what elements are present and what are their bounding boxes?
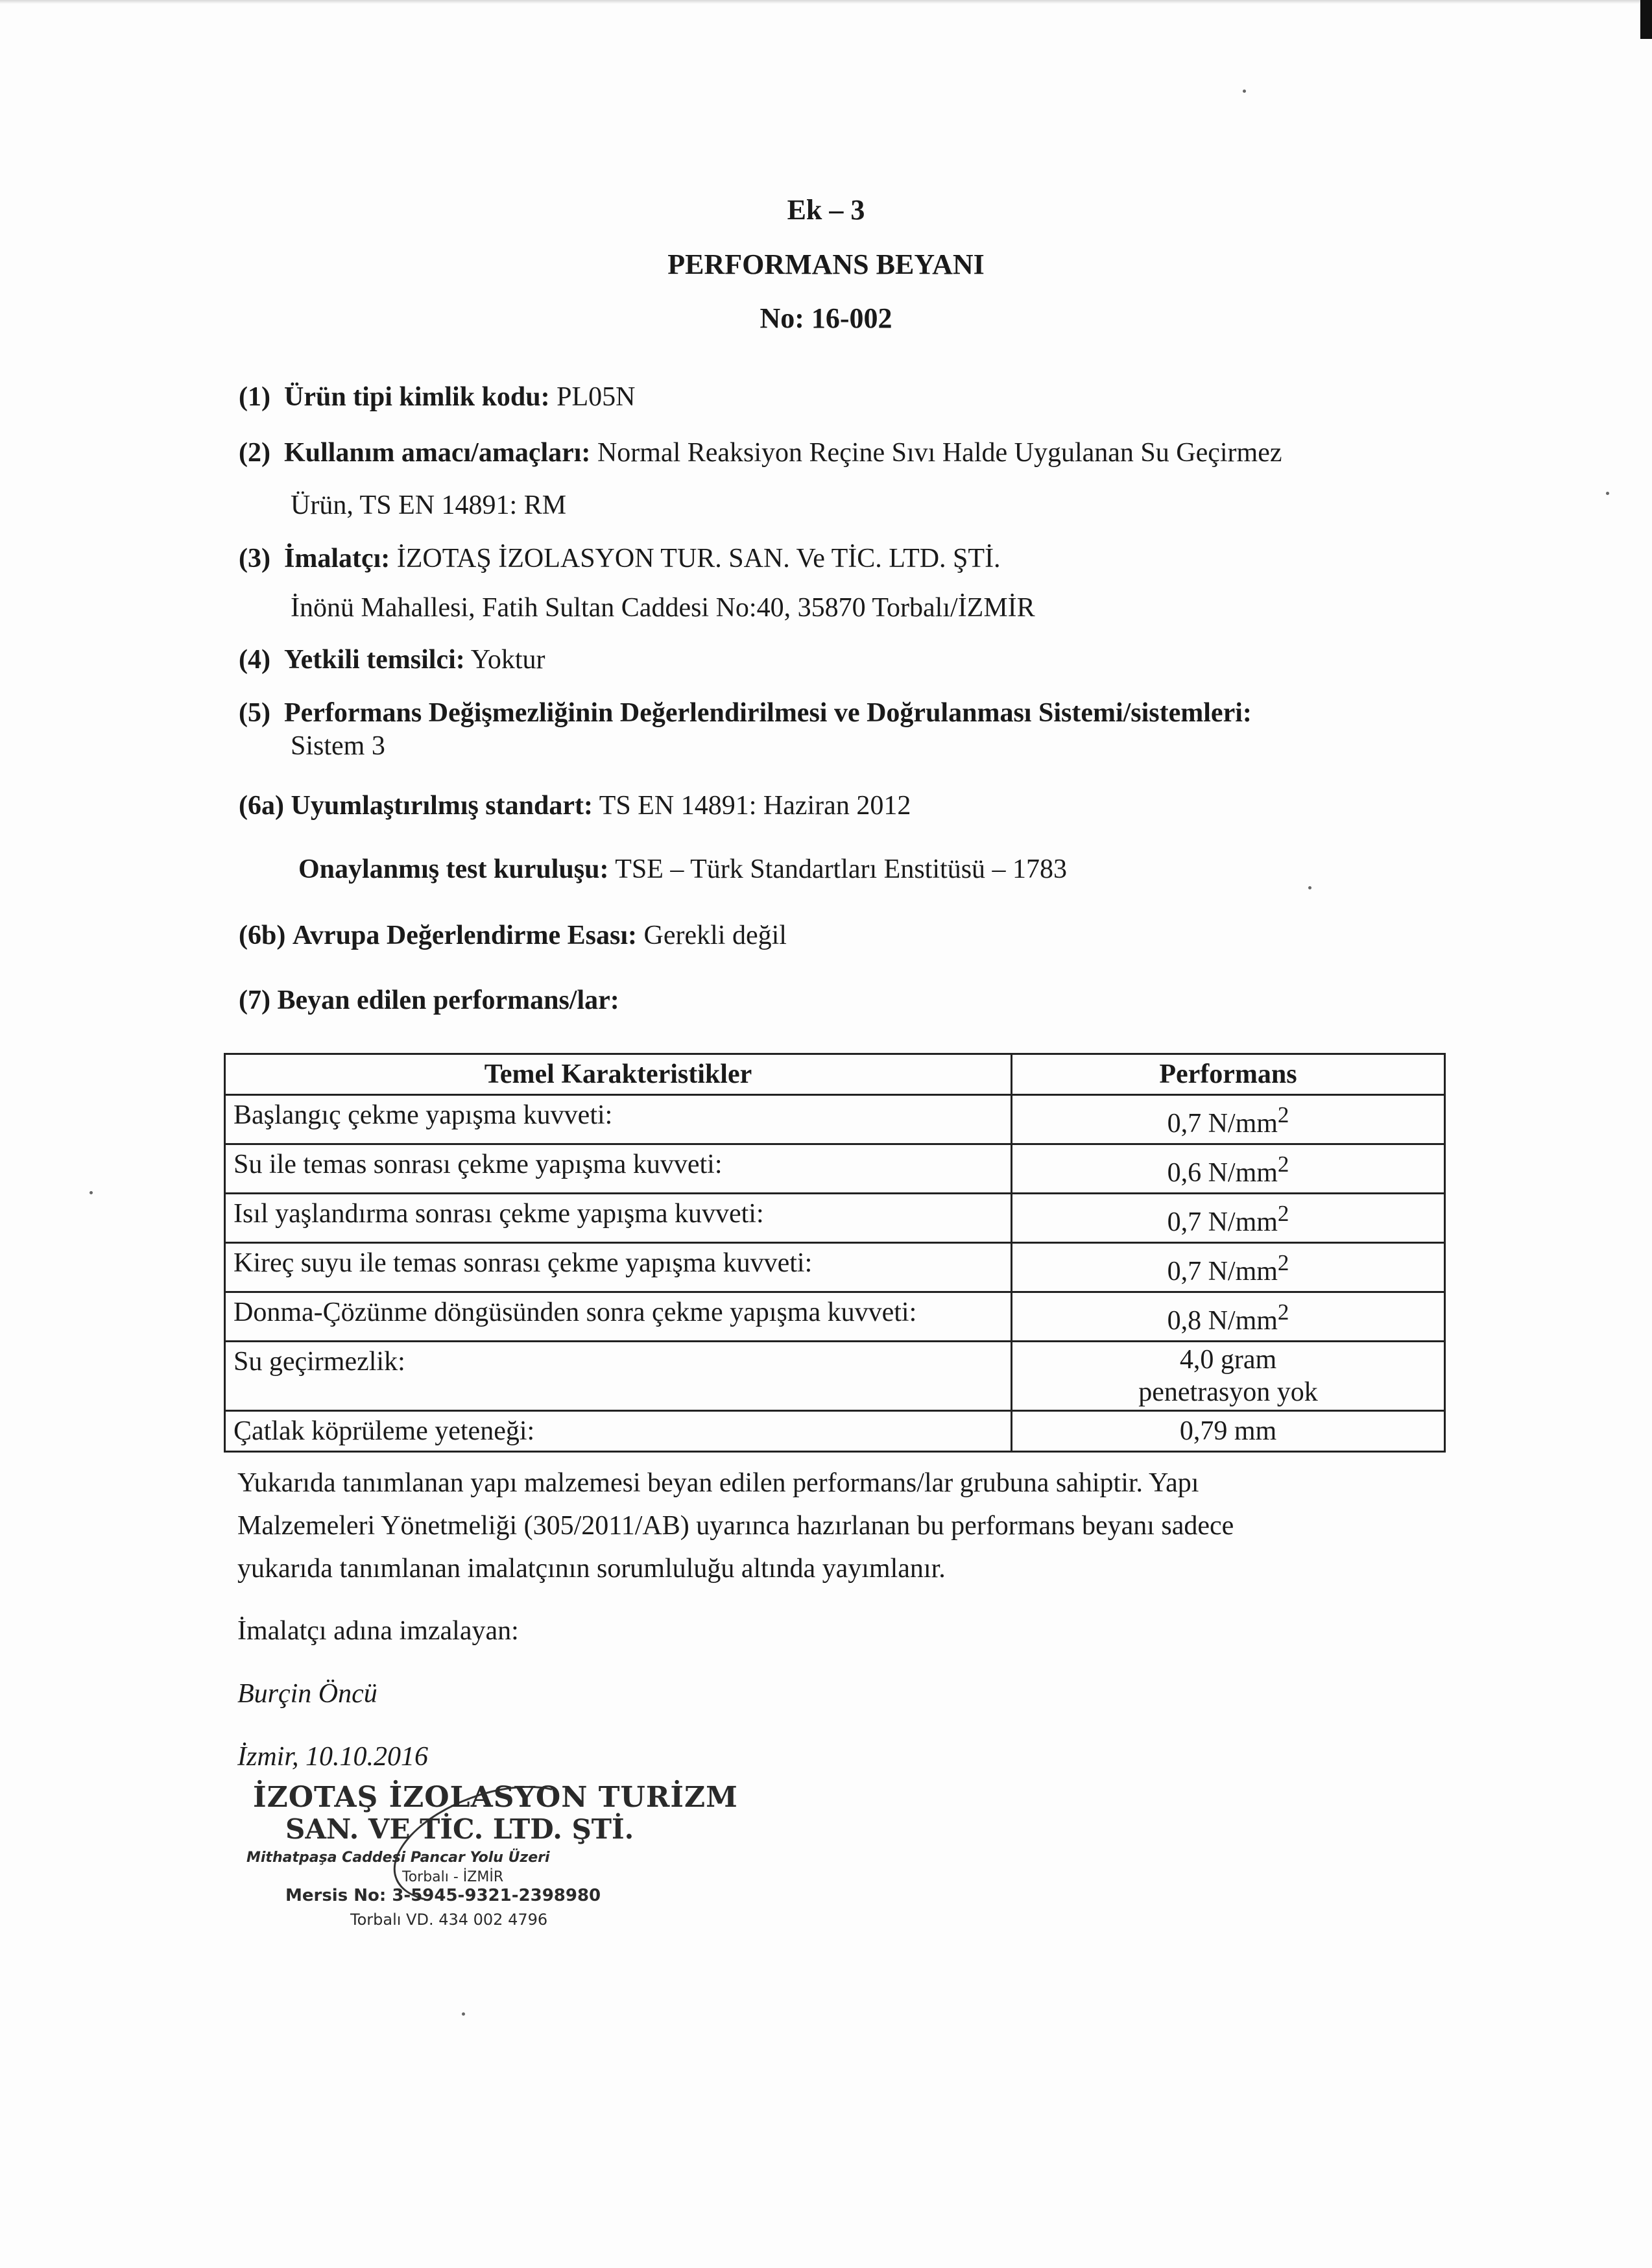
scan-speck <box>1243 90 1246 93</box>
column-header-characteristics: Temel Karakteristikler <box>225 1054 1012 1095</box>
characteristic-cell: Donma-Çözünme döngüsünden sonra çekme yapışma kuvveti: <box>225 1292 1012 1342</box>
signatory-name: Burçin Öncü <box>237 1679 377 1709</box>
unit-exponent: 2 <box>1277 1102 1289 1128</box>
performance-cell <box>1011 1411 1444 1452</box>
characteristic-cell: Su geçirmezlik: <box>225 1342 1012 1411</box>
item-label: İmalatçı: <box>283 544 390 573</box>
performance-value-line2: penetrasyon yok <box>1138 1377 1318 1407</box>
characteristic-cell: Isıl yaşlandırma sonrası çekme yapışma kuvveti: <box>225 1194 1012 1243</box>
table-header-row <box>225 1054 1445 1095</box>
item-6b <box>239 920 787 951</box>
performance-cell <box>1011 1243 1444 1292</box>
item-label: Kullanım amacı/amaçları: <box>283 438 591 468</box>
characteristic-cell: Su ile temas sonrası çekme yapışma kuvveti: <box>225 1144 1012 1194</box>
place-date: İzmir, 10.10.2016 <box>237 1742 429 1772</box>
performance-cell <box>1011 1342 1444 1411</box>
item-number: (6a) <box>239 791 284 821</box>
scan-speck <box>1606 492 1609 495</box>
item-number: (3) <box>239 544 270 573</box>
performance-value: 0,7 N/mm <box>1167 1109 1278 1139</box>
item-number: (1) <box>239 382 270 412</box>
manufacturer-address: İnönü Mahallesi, Fatih Sultan Caddesi No:40, 35870 Torbalı/İZMİR <box>291 593 1035 623</box>
stamp-line-4: Torbalı - İZMİR <box>402 1869 504 1885</box>
scan-edge <box>0 0 1652 4</box>
characteristic-cell: Başlangıç çekme yapışma kuvveti: <box>225 1095 1012 1144</box>
document-title: PERFORMANS BEYANI <box>667 248 985 280</box>
characteristic-cell: Kireç suyu ile temas sonrası çekme yapışma kuvveti: <box>225 1243 1012 1292</box>
item-number: (5) <box>239 698 270 728</box>
item-6a <box>239 790 911 821</box>
item-7 <box>239 985 619 1016</box>
scan-speck <box>462 2012 465 2016</box>
item-value: Gerekli değil <box>643 921 787 950</box>
performance-value: 4,0 gram <box>1179 1345 1277 1375</box>
item-1 <box>239 381 636 413</box>
test-body <box>298 854 1067 885</box>
item-value: İZOTAŞ İZOLASYON TUR. SAN. Ve TİC. LTD. ŞTİ. <box>396 544 1001 573</box>
stamp-line-3: Mithatpaşa Caddesi Pancar Yolu Üzeri <box>246 1850 550 1866</box>
performance-value: 0,7 N/mm <box>1167 1207 1278 1237</box>
performance-table <box>224 1053 1446 1453</box>
table-row <box>225 1194 1445 1243</box>
signatory-label: İmalatçı adına imzalayan: <box>237 1616 519 1646</box>
annex-label: Ek – 3 <box>787 194 865 226</box>
table-row <box>225 1292 1445 1342</box>
characteristic-cell: Çatlak köprüleme yeteneği: <box>225 1411 1012 1452</box>
item-label: Performans Değişmezliğinin Değerlendirilmesi ve Doğrulanması Sistemi/sistemleri: <box>283 698 1252 728</box>
item-5 <box>239 697 1252 729</box>
item-number: (7) <box>239 985 270 1015</box>
performance-value: 0,79 mm <box>1179 1416 1277 1446</box>
item-label: Ürün tipi kimlik kodu: <box>283 382 550 412</box>
item-value: Normal Reaksiyon Reçine Sıvı Halde Uygulanan Su Geçirmez <box>597 438 1282 468</box>
table-row <box>225 1342 1445 1411</box>
unit-exponent: 2 <box>1277 1299 1289 1325</box>
stamp-line-2: SAN. VE TİC. LTD. ŞTİ. <box>285 1813 634 1845</box>
table-row <box>225 1243 1445 1292</box>
performance-value: 0,8 N/mm <box>1167 1306 1278 1336</box>
statement-line-2: Malzemeleri Yönetmeliği (305/2011/AB) uyarınca hazırlanan bu performans beyanı sadece <box>237 1511 1234 1541</box>
performance-cell <box>1011 1292 1444 1342</box>
scan-speck <box>90 1191 93 1194</box>
stamp-line-6: Torbalı VD. 434 002 4796 <box>350 1911 548 1929</box>
stamp-line-1: İZOTAŞ İZOLASYON TURİZM <box>253 1781 738 1814</box>
item-number: (2) <box>239 438 270 468</box>
performance-cell <box>1011 1194 1444 1243</box>
item-number: (6b) <box>239 921 286 950</box>
performance-value: 0,7 N/mm <box>1167 1257 1278 1286</box>
performance-cell <box>1011 1095 1444 1144</box>
item-5-value: Sistem 3 <box>291 731 385 761</box>
unit-exponent: 2 <box>1277 1250 1289 1275</box>
item-value: TS EN 14891: Haziran 2012 <box>599 791 911 821</box>
statement-line-3: yukarıda tanımlanan imalatçının sorumluluğu altında yayımlanır. <box>237 1554 946 1584</box>
stamp-line-5: Mersis No: 3-5945-9321-2398980 <box>285 1886 601 1905</box>
table-row <box>225 1411 1445 1452</box>
item-label: Avrupa Değerlendirme Esası: <box>292 921 637 950</box>
item-label: Onaylanmış test kuruluşu: <box>298 854 609 884</box>
table-row <box>225 1095 1445 1144</box>
unit-exponent: 2 <box>1277 1152 1289 1177</box>
column-header-performance: Performans <box>1011 1054 1444 1095</box>
item-value: PL05N <box>557 382 636 412</box>
item-value: TSE – Türk Standartları Enstitüsü – 1783 <box>615 854 1068 884</box>
item-label: Uyumlaştırılmış standart: <box>291 791 593 821</box>
statement-line-1: Yukarıda tanımlanan yapı malzemesi beyan edilen performans/lar grubuna sahiptir. Yapı <box>237 1468 1199 1498</box>
document-number: No: 16-002 <box>760 302 892 334</box>
item-value: Yoktur <box>470 645 545 675</box>
unit-exponent: 2 <box>1277 1201 1289 1226</box>
scan-speck <box>1308 886 1311 889</box>
item-2 <box>239 437 1282 468</box>
table-row <box>225 1144 1445 1194</box>
item-label: Yetkili temsilci: <box>283 645 465 675</box>
performance-value: 0,6 N/mm <box>1167 1158 1278 1188</box>
item-number: (4) <box>239 645 270 675</box>
performance-cell <box>1011 1144 1444 1194</box>
scan-corner-mark <box>1640 0 1652 39</box>
item-2-continuation: Ürün, TS EN 14891: RM <box>291 490 567 520</box>
item-3 <box>239 543 1001 574</box>
item-label: Beyan edilen performans/lar: <box>277 985 619 1015</box>
item-4 <box>239 644 545 675</box>
company-stamp <box>246 1774 738 1936</box>
